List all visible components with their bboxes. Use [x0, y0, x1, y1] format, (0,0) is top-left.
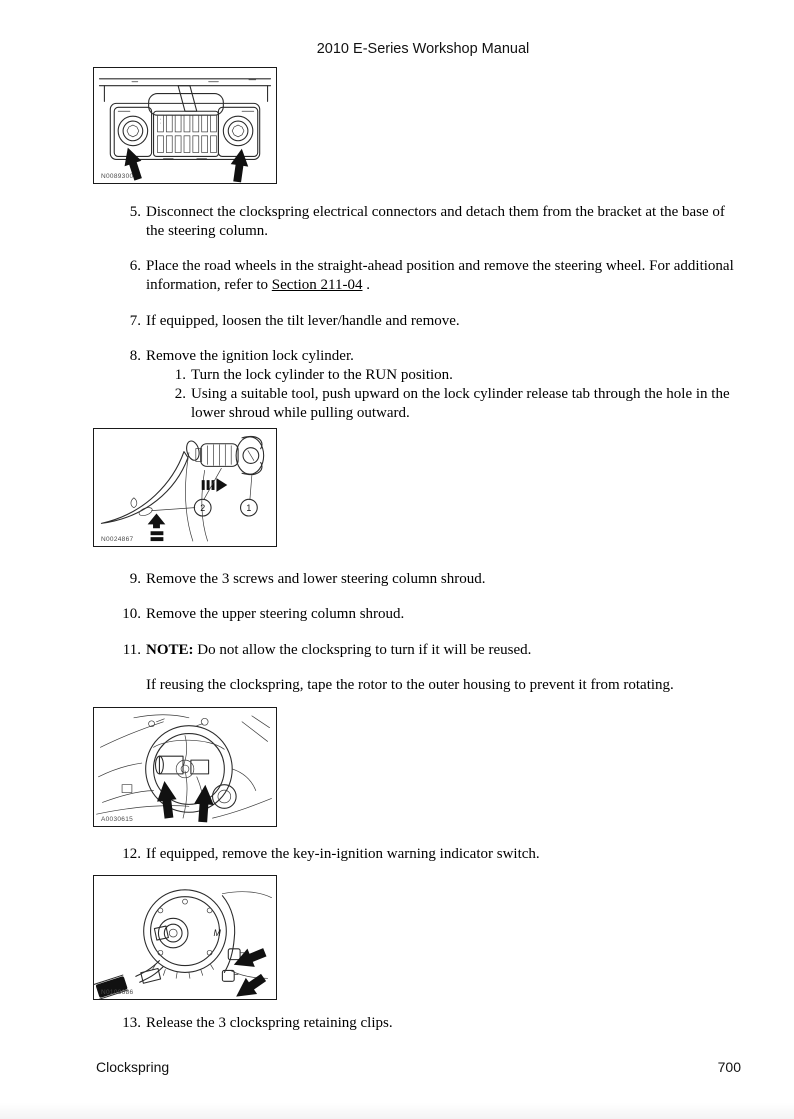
- step-text: Remove the 3 screws and lower steering column shroud.: [146, 571, 486, 587]
- step-number: 5.: [129, 204, 141, 220]
- section-link[interactable]: Section 211-04: [271, 277, 363, 293]
- substep-number: 1.: [174, 367, 186, 383]
- figure-steering-column: [93, 707, 277, 827]
- figure-clockspring: [93, 875, 277, 1000]
- pull-arrow-icon: [148, 514, 166, 542]
- step-text: [146, 641, 744, 660]
- step-number: 8.: [129, 348, 141, 364]
- figure-id-label: A0030615: [101, 816, 134, 823]
- callout-2: 2: [200, 503, 206, 514]
- step-8-sub-2: [160, 385, 746, 423]
- substep-text: Turn the lock cylinder to the RUN position.: [191, 367, 453, 383]
- substep-text: Using a suitable tool, push upward on the lock cylinder release tab through the hole in the lower shroud while pulling outward.: [191, 386, 730, 421]
- step-number: 6.: [129, 258, 141, 274]
- step-text-prefix: Place the road wheels in the straight-ahead position and remove the steering wheel. For additional information, refer to: [146, 258, 734, 293]
- step-text: Release the 3 clockspring retaining clips.: [146, 1015, 393, 1031]
- arrow-icon: [231, 969, 270, 999]
- step-5: [115, 203, 744, 241]
- step-text: Remove the upper steering column shroud.: [146, 606, 405, 622]
- step-number: 7.: [129, 313, 141, 329]
- figure-id-label: N0108686: [101, 989, 134, 996]
- step-12: [115, 845, 744, 864]
- footer-section-title: Clockspring: [96, 1059, 170, 1075]
- lock-cylinder-drawing: [94, 429, 276, 546]
- step-number: 9.: [129, 571, 141, 587]
- step-text: Disconnect the clockspring electrical connectors and detach them from the bracket at the base of the steering column.: [146, 204, 725, 239]
- step-7: [115, 312, 744, 331]
- arrow-icon: [228, 148, 250, 183]
- figure-id-label: N0024867: [101, 536, 134, 543]
- step-number: 13.: [122, 1015, 141, 1031]
- step-13: [115, 1014, 744, 1033]
- step-11: [115, 641, 744, 660]
- step-text: [146, 257, 744, 295]
- note-text: Do not allow the clockspring to turn if it will be reused.: [193, 642, 532, 658]
- step-10: [115, 605, 744, 624]
- step-8: [115, 347, 744, 366]
- clockspring-marking: M: [213, 928, 221, 939]
- step-6: [115, 257, 744, 295]
- clockspring-drawing: [94, 876, 276, 999]
- figure-connector: [93, 67, 277, 184]
- step-8-sub-1: [160, 366, 746, 385]
- step-text: If equipped, remove the key-in-ignition warning indicator switch.: [146, 846, 540, 862]
- step-11-continuation: If reusing the clockspring, tape the rotor to the outer housing to prevent it from rotating.: [146, 677, 674, 693]
- arrow-icon: [230, 943, 268, 974]
- step-number: 12.: [122, 846, 141, 862]
- arrow-icon: [193, 784, 215, 823]
- step-number: 10.: [122, 606, 141, 622]
- connector-drawing: [94, 68, 276, 183]
- step-number: 11.: [122, 642, 141, 658]
- step-text-suffix: .: [362, 277, 370, 293]
- substep-number: 2.: [174, 386, 186, 402]
- step-9: [115, 570, 744, 589]
- note-label: NOTE:: [146, 642, 194, 658]
- figure-lock-cylinder: [93, 428, 277, 547]
- terminal-grid: [157, 115, 216, 152]
- callout-1: 1: [246, 503, 252, 514]
- footer-page-number: 700: [717, 1059, 741, 1075]
- figure-id-label: N0089300: [101, 173, 134, 180]
- step-text: If equipped, loosen the tilt lever/handle and remove.: [146, 313, 460, 329]
- steering-column-drawing: [94, 708, 276, 826]
- step-text: Remove the ignition lock cylinder.: [146, 348, 354, 364]
- page-bottom-edge: [0, 1103, 794, 1119]
- page-title: 2010 E-Series Workshop Manual: [316, 41, 530, 57]
